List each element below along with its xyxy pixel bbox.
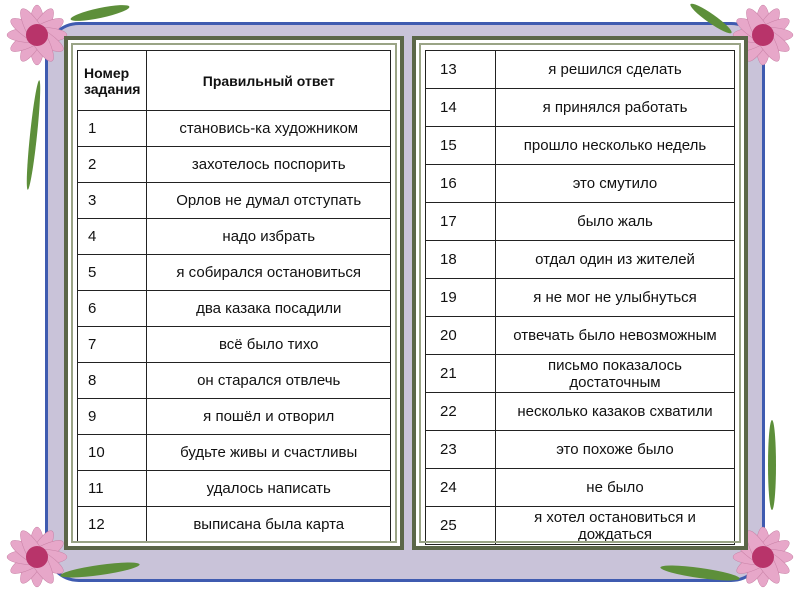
answer-column-header: Правильный ответ <box>147 51 391 111</box>
row-answer: я пошёл и отворил <box>147 399 391 435</box>
table-row <box>426 241 735 279</box>
row-number: 2 <box>78 147 147 183</box>
table-row <box>426 203 735 241</box>
table-row <box>78 363 391 399</box>
answers-table-left <box>77 50 391 543</box>
row-answer: становись-ка художником <box>147 111 391 147</box>
row-answer: не было <box>496 469 735 507</box>
row-number: 6 <box>78 291 147 327</box>
row-answer: отвечать было невозможным <box>496 317 735 355</box>
row-answer: два казака посадили <box>147 291 391 327</box>
row-answer: Орлов не думал отступать <box>147 183 391 219</box>
row-number: 12 <box>78 507 147 543</box>
row-answer: надо избрать <box>147 219 391 255</box>
row-number: 24 <box>426 469 496 507</box>
table-row <box>426 317 735 355</box>
table-row <box>78 219 391 255</box>
row-number: 20 <box>426 317 496 355</box>
row-number: 22 <box>426 393 496 431</box>
row-number: 1 <box>78 111 147 147</box>
leaf-decoration <box>24 80 42 190</box>
table-row <box>426 431 735 469</box>
row-answer: я принялся работать <box>496 89 735 127</box>
row-answer: было жаль <box>496 203 735 241</box>
row-number: 13 <box>426 51 496 89</box>
row-answer: он старался отвлечь <box>147 363 391 399</box>
answers-table-right <box>425 50 735 545</box>
table-row <box>78 435 391 471</box>
row-number: 17 <box>426 203 496 241</box>
leaf-decoration <box>768 420 776 510</box>
table-row <box>426 279 735 317</box>
row-number: 11 <box>78 471 147 507</box>
row-answer: это похоже было <box>496 431 735 469</box>
row-number: 16 <box>426 165 496 203</box>
answers-table-right-frame <box>412 36 748 550</box>
row-number: 14 <box>426 89 496 127</box>
table-row <box>78 507 391 543</box>
row-answer: прошло несколько недель <box>496 127 735 165</box>
table-row <box>426 127 735 165</box>
row-number: 9 <box>78 399 147 435</box>
row-number: 25 <box>426 507 496 545</box>
table-row <box>78 147 391 183</box>
table-row <box>426 165 735 203</box>
table-header-row <box>78 51 391 111</box>
table-row <box>426 469 735 507</box>
row-answer: я решился сделать <box>496 51 735 89</box>
table-row <box>78 111 391 147</box>
table-row <box>426 507 735 545</box>
row-number: 18 <box>426 241 496 279</box>
table-row <box>78 291 391 327</box>
row-number: 7 <box>78 327 147 363</box>
row-answer: выписана была карта <box>147 507 391 543</box>
row-answer: я хотел остановиться и дождаться <box>496 507 735 545</box>
table-row <box>426 89 735 127</box>
table-row <box>78 183 391 219</box>
row-answer: удалось написать <box>147 471 391 507</box>
table-row <box>78 327 391 363</box>
row-number: 15 <box>426 127 496 165</box>
row-answer: я собирался остановиться <box>147 255 391 291</box>
table-row <box>78 255 391 291</box>
table-row <box>426 51 735 89</box>
row-answer: я не мог не улыбнуться <box>496 279 735 317</box>
row-number: 21 <box>426 355 496 393</box>
row-answer: это смутило <box>496 165 735 203</box>
answers-table-left-frame <box>64 36 404 550</box>
row-answer: будьте живы и счастливы <box>147 435 391 471</box>
table-row <box>426 393 735 431</box>
row-number: 19 <box>426 279 496 317</box>
row-number: 4 <box>78 219 147 255</box>
row-answer: письмо показалось достаточным <box>496 355 735 393</box>
table-row <box>78 471 391 507</box>
number-column-header: Номер задания <box>78 51 147 111</box>
row-number: 5 <box>78 255 147 291</box>
row-answer: несколько казаков схватили <box>496 393 735 431</box>
row-answer: захотелось поспорить <box>147 147 391 183</box>
row-answer: всё было тихо <box>147 327 391 363</box>
table-row <box>426 355 735 393</box>
table-row <box>78 399 391 435</box>
row-number: 8 <box>78 363 147 399</box>
row-number: 23 <box>426 431 496 469</box>
row-number: 3 <box>78 183 147 219</box>
row-number: 10 <box>78 435 147 471</box>
row-answer: отдал один из жителей <box>496 241 735 279</box>
